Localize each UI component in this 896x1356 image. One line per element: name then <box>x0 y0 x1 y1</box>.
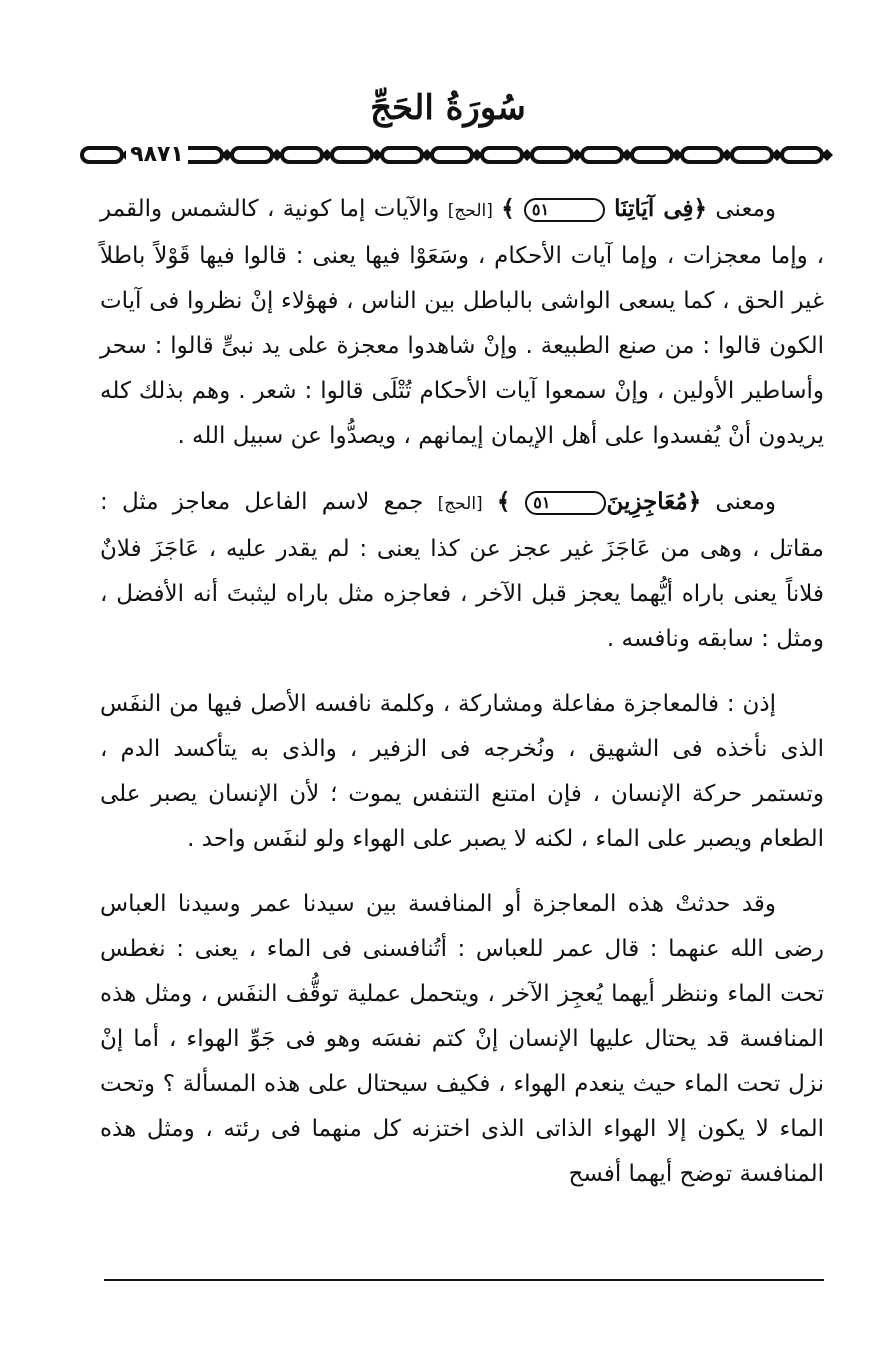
chain-link <box>732 148 772 162</box>
chain-link <box>532 148 572 162</box>
verse-intro: ومعنى <box>715 196 777 222</box>
footer-rule <box>104 1279 824 1281</box>
paragraph-4: وقد حدثتْ هذه المعاجزة أو المنافسة بين سيدنا عمر وسيدنا العباس رضى الله عنهما : قال عمر للعباس : أتُنافسنى فى الماء ، يعنى : نغطس تحت الماء وننظر أيهما يُعجِز الآخر ، ويتحمل عملية توقُّف النفَس ، ومثل هذه المنافسة قد يحتال عليها الإنسان إنْ كتم نفسَه وهو فى جَوِّ الهواء ، أما إنْ نزل تحت الماء حيث ينعدم الهواء ، فكيف سيحتال على هذه المسألة ؟ وتحت الماء لا يكون إلا الهواء الذاتى الذى اختزنه كل منهما فى رئته ، ومثل هذه المنافسة توضح أيهما أفسح <box>100 891 824 1187</box>
surah-reference: [الحج] <box>437 494 483 514</box>
paragraph-1 <box>100 186 824 459</box>
ornamental-chain-divider <box>80 140 844 170</box>
chain-link <box>282 148 322 162</box>
verse-close-bracket: ﴾ <box>501 195 515 222</box>
chain-link <box>382 148 422 162</box>
verse-quote <box>497 488 701 515</box>
paragraph-text: جمع لاسم الفاعل معاجز مثل : مقاتل ، وهى من عَاجَزَ غير عجز عن كذا يعنى : لم يقدر عليه ، عَاجَزَ فلانٌ فلاناً يعنى باراه أيُّهما يعجز قبل الآخر ، فعاجزه مثل باراه ليثبتَ أنه الأفضل ، ومثل : سابقه ونافسه . <box>100 489 824 652</box>
verse-quote <box>501 195 707 222</box>
verse-close-bracket: ﴾ <box>496 488 511 515</box>
paragraph-3: إذن : فالمعاجزة مفاعلة ومشاركة ، وكلمة نافسه الأصل فيها من النفَس الذى نأخذه فى الشهيق ، ونُخرجه فى الزفير ، والذى به يتأكسد الدم ، وتستمر حركة الإنسان ، فإن امتنع التنفس يموت ؛ لأن الإنسان يصبر على الطعام ويصبر على الماء ، لكنه لا يصبر على الهواء ولو لنفَس واحد . <box>100 691 824 852</box>
chain-link <box>782 148 822 162</box>
chain-link <box>632 148 672 162</box>
ayah-number-marker: ٥١ <box>524 198 605 222</box>
verse-open-bracket: ﴿ <box>693 195 707 222</box>
surah-title: سُورَةُ الحَجِّ <box>370 88 526 128</box>
chain-link <box>232 148 272 162</box>
ayah-number-marker: ٥١ <box>525 491 606 515</box>
chain-link <box>682 148 722 162</box>
verse-intro: ومعنى <box>715 489 777 515</box>
paragraph-2 <box>100 479 824 662</box>
chain-link <box>582 148 622 162</box>
chain-link <box>332 148 372 162</box>
verse-text: مُعَاجِزِينَ <box>606 488 688 515</box>
paragraph-text: والآيات إما كونية ، كالشمس والقمر ، وإما معجزات ، وإما آيات الأحكام ، وسَعَوْا فيها يعنى : قالوا فيها قَوْلاً باطلاً غير الحق ، كما يسعى الواشى بالباطل بين الناس ، فهؤلاء إنْ نظروا فى آيات الكون قالوا : من صنع الطبيعة . وإنْ شاهدوا معجزة على يد نبىٍّ قالوا : سحر وأساطير الأولين ، وإنْ سمعوا آيات الأحكام تُتْلَى قالوا : شعر . وهم بذلك كله يريدون أنْ يُفسدوا على أهل الإيمان إيمانهم ، ويصدُّوا عن سبيل الله . <box>100 196 824 449</box>
verse-open-bracket: ﴿ <box>687 488 702 515</box>
page-number: ٩٨٧١ <box>126 143 188 167</box>
verse-text: فِى آيَاتِنَا <box>614 195 694 222</box>
chain-link <box>482 148 522 162</box>
surah-reference: [الحج] <box>447 201 493 221</box>
chain-link <box>82 148 122 162</box>
chain-link <box>432 148 472 162</box>
chain-link <box>182 148 222 162</box>
page-body <box>100 186 824 1197</box>
